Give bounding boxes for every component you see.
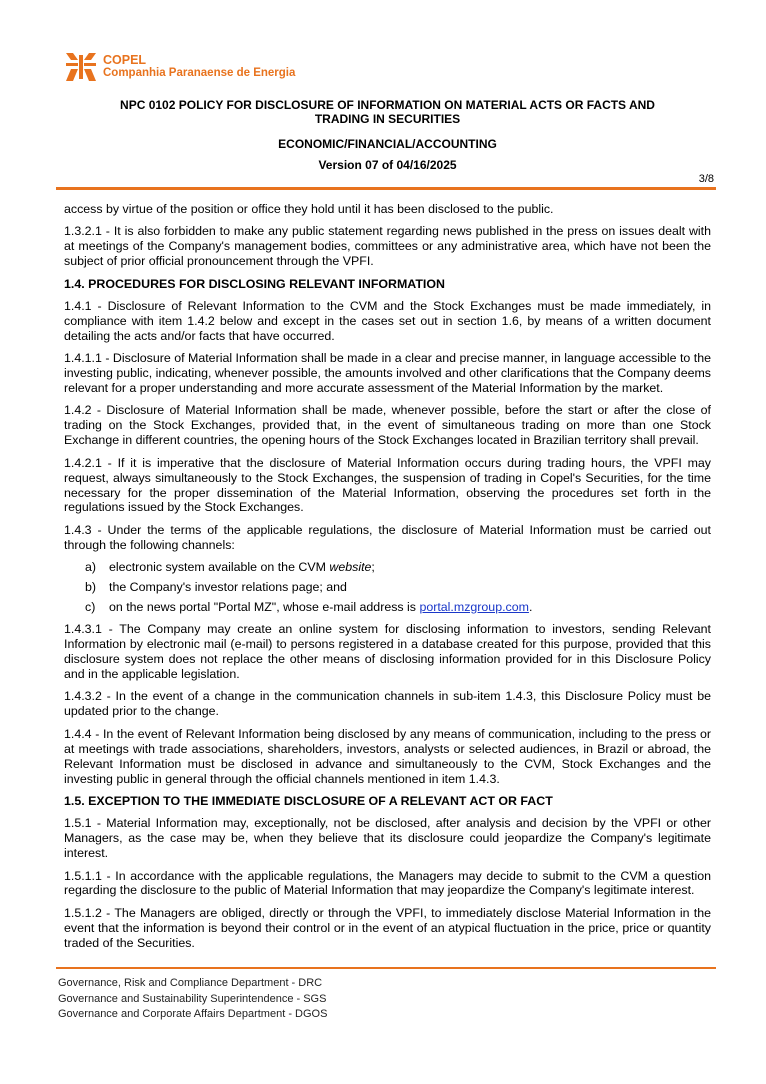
- paragraph: 1.4.2.1 - If it is imperative that the disclosure of Material Information occurs during trading hours, the VPFI may request, always simultaneously to the Stock Exchanges, the suspension of trading in Copel's Securities, for the time necessary for the proper dissemination of the Material Information, observing the procedures set forth in the regulations issued by the Stock Exchanges.: [64, 455, 711, 515]
- page-number: 3/8: [698, 173, 714, 185]
- list-marker: b): [85, 580, 97, 595]
- list-item: [64, 600, 711, 615]
- paragraph: 1.4.2 - Disclosure of Material Information shall be made, whenever possible, before the start or after the close of trading on the Stock Exchanges, provided that, in the event of simultaneous trading on more than one Stock Exchange in different countries, the opening hours of the Stock Exchanges located in Brazilian territory shall prevail.: [64, 403, 711, 448]
- list-item-text: on the news portal "Portal MZ", whose e-mail address is: [109, 599, 420, 614]
- footer-divider: [56, 967, 716, 969]
- title-line-1: NPC 0102 POLICY FOR DISCLOSURE OF INFORMATION ON MATERIAL ACTS OR FACTS AND: [120, 98, 655, 112]
- paragraph: 1.5.1.1 - In accordance with the applicable regulations, the Managers may decide to submit to the CVM a question regarding the disclosure to the public of Material Information that may jeopardize the Company's legitimate interest.: [64, 868, 711, 898]
- channel-list: [64, 560, 711, 615]
- footer-line: Governance and Sustainability Superintendence - SGS: [58, 992, 327, 1005]
- copel-logo-icon: [64, 51, 98, 83]
- paragraph: 1.4.4 - In the event of Relevant Information being disclosed by any means of communication, including to the press or at meetings with trade associations, shareholders, investors, analysts or selected audiences, in Brazil or abroad, the Relevant Information must be disclosed in advance and simultaneously to the CVM, Stock Exchanges and the investing public in general through the official channels mentioned in item 1.4.3.: [64, 726, 711, 786]
- page-footer: [58, 976, 327, 1023]
- paragraph: 1.5.1.2 - The Managers are obliged, directly or through the VPFI, to immediately disclose Material Information in the event that the information is beyond their control or in the event of an atypical fluctuation in the price, price or quantity traded of the Securities.: [64, 905, 711, 950]
- list-marker: a): [85, 560, 97, 575]
- paragraph: access by virtue of the position or office they hold until it has been disclosed to the public.: [64, 202, 554, 216]
- company-logo: [64, 51, 304, 85]
- paragraph: 1.4.3.1 - The Company may create an online system for disclosing information to investors, sending Relevant Information by electronic mail (e-mail) to persons registered in a database created for this purpose, provided that this disclosure system does not replace the other means of disclosing information provided for in this Disclosure Policy and in the applicable legislation.: [64, 622, 711, 682]
- document-subtitle: ECONOMIC/FINANCIAL/ACCOUNTING: [278, 137, 497, 151]
- title-line-2: TRADING IN SECURITIES: [314, 112, 461, 126]
- portal-link[interactable]: portal.mzgroup.com: [419, 599, 529, 614]
- list-item-text: the Company's investor relations page; and: [109, 580, 347, 595]
- document-body: [64, 202, 711, 958]
- list-item-tail: .: [528, 599, 533, 614]
- company-short-name: COPEL: [103, 53, 147, 67]
- footer-line: Governance, Risk and Compliance Department - DRC: [58, 977, 323, 989]
- list-marker: c): [85, 599, 96, 614]
- paragraph: 1.5.1 - Material Information may, exceptionally, not be disclosed, after analysis and decision by the VPFI or other Managers, as the case may be, when they believe that its disclosure could jeopardize the Company's legitimate interest.: [64, 816, 711, 861]
- paragraph: 1.4.1.1 - Disclosure of Material Information shall be made in a clear and precise manner, in language accessible to the investing public, indicating, whenever possible, the amounts involved and other clarifications that the Company deems relevant for a proper understanding and more accurate assessment of the Material Information by the market.: [64, 351, 711, 396]
- header-divider: [56, 187, 716, 190]
- paragraph: 1.4.3 - Under the terms of the applicable regulations, the disclosure of Material Information must be carried out through the following channels:: [64, 522, 711, 552]
- list-item-text: electronic system available on the CVM: [109, 560, 330, 575]
- section-heading: 1.5. EXCEPTION TO THE IMMEDIATE DISCLOSURE OF A RELEVANT ACT OR FACT: [64, 793, 553, 808]
- document-version: Version 07 of 04/16/2025: [318, 158, 457, 172]
- list-item-emphasis: website: [329, 560, 372, 575]
- paragraph: 1.4.3.2 - In the event of a change in the communication channels in sub-item 1.4.3, this Disclosure Policy must be updated prior to the change.: [64, 689, 711, 719]
- company-wordmark: [103, 54, 295, 80]
- list-item-tail: ;: [371, 560, 375, 575]
- company-full-name: Companhia Paranaense de Energia: [103, 67, 296, 79]
- list-item: [64, 580, 711, 595]
- footer-line: Governance and Corporate Affairs Department - DGOS: [58, 1008, 328, 1020]
- paragraph: 1.3.2.1 - It is also forbidden to make any public statement regarding news published in the press on issues dealt with at meetings of the Company's management bodies, committees or any administrative area, which have not been the subject of prior official pronouncement through the VPFI.: [64, 224, 711, 269]
- list-item: [64, 560, 711, 575]
- section-heading: 1.4. PROCEDURES FOR DISCLOSING RELEVANT INFORMATION: [64, 276, 445, 291]
- document-title: [60, 98, 715, 126]
- paragraph: 1.4.1 - Disclosure of Relevant Information to the CVM and the Stock Exchanges must be made immediately, in compliance with item 1.4.2 below and except in the cases set out in section 1.6, by means of a written document detailing the acts and/or facts that have occurred.: [64, 299, 711, 343]
